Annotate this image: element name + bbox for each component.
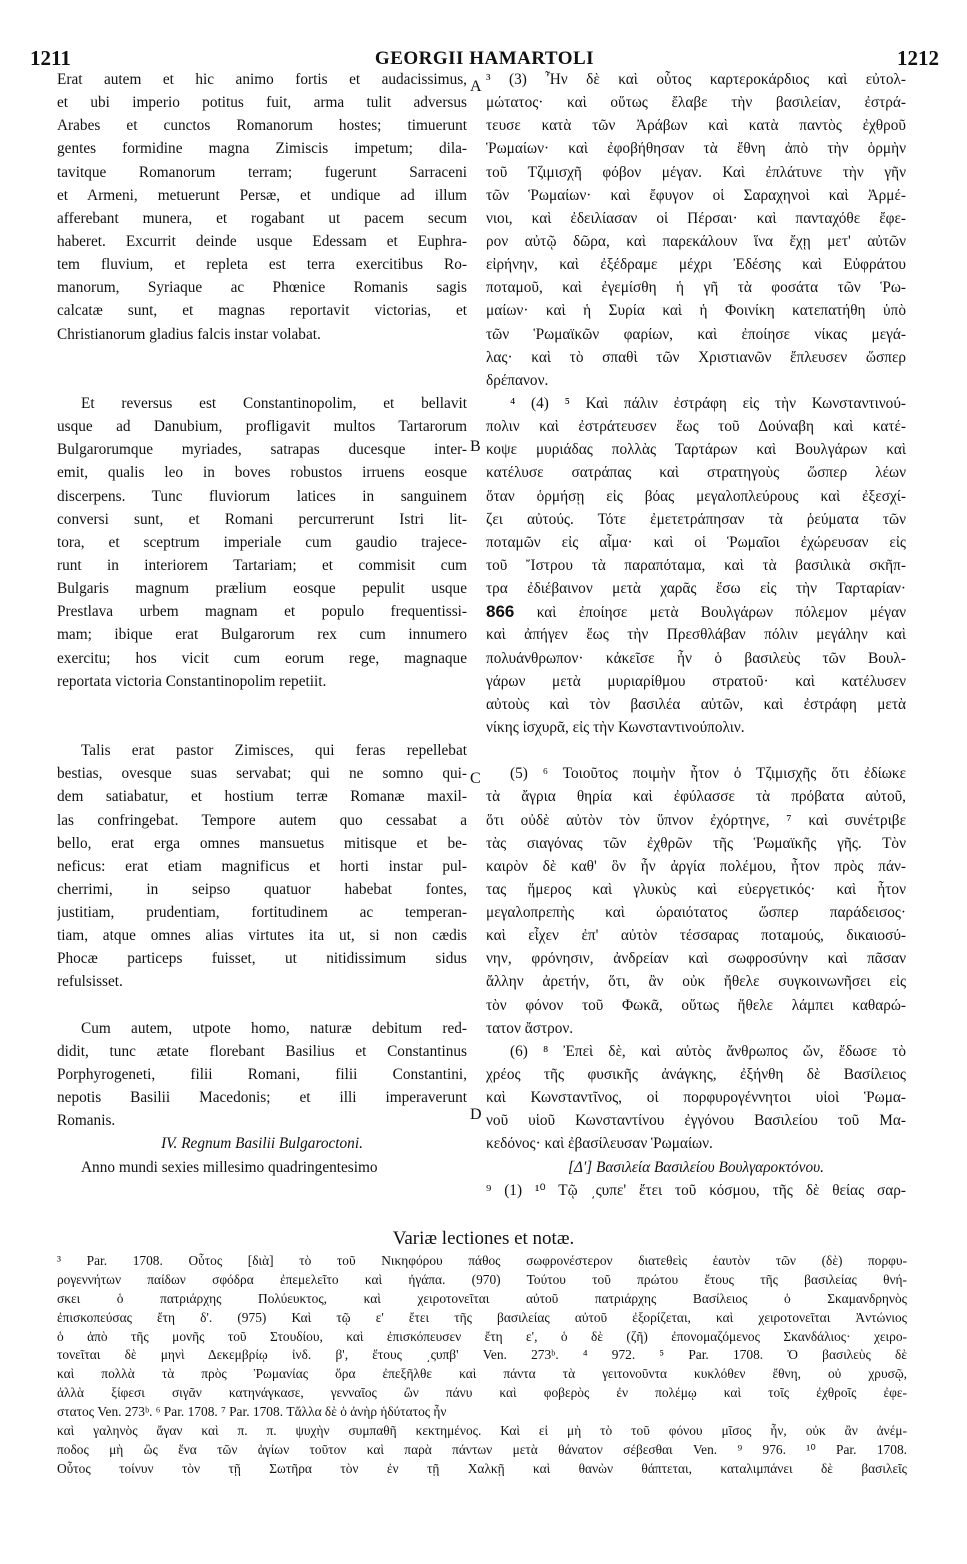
text-line: justitiam, prudentiam, fortitudinem ac temperan-	[57, 904, 467, 922]
text-line: τὸν φόνον τοῦ Φωκᾶ, οὕτως ἤθελε λάμπει καθαρώ-	[486, 996, 906, 1014]
text-line: ³ (3) Ἦν δὲ καὶ οὗτος καρτεροκάρδιος καὶ εὐτολ-	[486, 71, 906, 88]
text-line: et Armeni, metuerunt Persæ, et undique ad illum	[57, 186, 467, 204]
note-line: ἀλλὰ ξίφεσι σιγᾶν κατηνάγκασε, γενναῖος ὢν πάνυ καὶ φοβερὸς ἐν πολέμῳ καὶ τοῖς ἐχθροῖς ἐφε-	[57, 1385, 907, 1401]
greek-paragraph-4	[486, 1040, 906, 1156]
text-line: mam; ibique erat Bulgarorum rex cum innumero	[57, 626, 467, 644]
running-title: GEORGII HAMARTOLI	[374, 48, 595, 69]
text-line: νιοι, καὶ ἐδειλίασαν οἱ Πέρσαι· καὶ πανταχόθε ἔφε-	[486, 209, 906, 227]
text-line: χρέος τῆς φυσικῆς ἀνάγκης, ἐξήνθη δὲ Βασίλειος	[486, 1066, 906, 1084]
text-line: καὶ ἀπήγεν ἕως τὴν Πρεσθλάβαν πόλιν μεγάλην καὶ	[486, 626, 906, 644]
text-line: ὅταν ὁρμήσῃ εἰς βόας μεγαλοπλεύρους καὶ ἐξεσχί-	[486, 487, 906, 505]
text-line: ποταμῶν εἰς αἷμα· καὶ οἱ Ῥωμαῖοι ἐχώρευσαν εἰς	[486, 533, 906, 551]
margin-letter-a: A	[470, 78, 482, 95]
text-line: μεγαλοπρεπὴς καὶ ὡραιότατος ὥσπερ παράδεισος·	[486, 904, 906, 922]
text-line: τῶν Ῥωμαίων· καὶ ἔφυγον οἱ Σαραχηνοὶ καὶ Ἀρμέ-	[486, 186, 906, 204]
margin-letter-b: B	[470, 438, 481, 455]
text-line: (5) ⁶ Τοιοῦτος ποιμὴν ἦτον ὁ Τζιμισχῆς ὅτι ἐδίωκε	[510, 765, 906, 783]
text-line: πολυάνθρωπον· κἀκεῖσε ἦν ὁ βασιλεὺς τῶν Βουλ-	[486, 649, 906, 667]
text-line: τευσε κατὰ τῶν Ἀράβων καὶ κατὰ παντὸς ἐχθροῦ	[486, 117, 906, 135]
text-line: τοῦ Ἴστρου τὰ παραπόταμα, καὶ τὰ βασιλικὰ σκῆπ-	[486, 556, 906, 574]
text-line: ⁴ (4) ⁵ Καὶ πάλιν ἐστράφη εἰς τὴν Κωνσταντινού-	[510, 394, 906, 412]
text-line: (6) ⁸ Ἐπεὶ δὲ, καὶ αὐτὸς ἄνθρωπος ὤν, ἔδωσε τὸ	[510, 1042, 906, 1060]
note-line: καὶ γαληνὸς ἄγαν καὶ π. π. ψυχὴν συμπαθῆ κεκτημένος. Καὶ εἰ μὴ τὸ τοῦ φόνου μῖσος ἦν, οὐκ ἂν ἀνέμ-	[57, 1423, 907, 1439]
text-line: μώτατος· καὶ οὕτως ἔλαβε τὴν βασιλείαν, ἐστρά-	[486, 94, 906, 112]
text-line-with-marginal-number	[486, 600, 906, 623]
left-page-number: 1211	[30, 46, 71, 70]
text-line: κατέλυσε σατράπας καὶ στρατηγοὺς ὥσπερ λέων	[486, 464, 906, 482]
text-line: τας ἥμερος καὶ γλυκὺς καὶ εὐεργετικός· καὶ ἦτον	[486, 880, 906, 898]
text-line: Phocæ particeps fuisset, ut nitidissimum sidus	[57, 950, 467, 968]
text-line: refulsisset.	[57, 973, 123, 991]
text-line: tavitque Romanorum terram; fugerunt Sarraceni	[57, 163, 467, 181]
text-line: Ῥωμαίων· καὶ ἐφοβήθησαν τὰ ἔθνη ἀπὸ τὴν ὁρμὴν	[486, 140, 906, 158]
note-line: ρογεννήτων παίδων σφόδρα ἐπεμελεῖτο καὶ ἠγάπα. (970) Τούτου τοῦ πρώτου ἔτους τῆς βασιλείας θνή-	[57, 1271, 907, 1287]
text-line: gentes formidine magna Zimiscis impetum; dila-	[57, 140, 467, 158]
text-line: Et reversus est Constantinopolim, et bellavit	[81, 394, 467, 412]
text-line: tiam, atque omnes alias virtutes ita ut, si non cædis	[57, 927, 467, 945]
greek-paragraph-3	[486, 762, 906, 1040]
text-line: Prestlava urbem magnam et populo frequentissi-	[57, 603, 467, 621]
notes-block	[57, 1252, 907, 1479]
text-line: afferebant munera, et rogabant ut pacem secum	[57, 209, 467, 227]
text-line: dem satiabatur, et hostium terræ Romanæ maxil-	[57, 788, 467, 806]
right-page-number: 1212	[897, 46, 939, 70]
text-line: et ubi imperio potitus fuit, arma tulit adversus	[57, 94, 467, 112]
text-line: neficus: erat etiam magnificus et horti instar pul-	[57, 857, 467, 875]
text-line: ὅτι οὐδὲ αὐτὸν τὸν ὕπνον ἐχόρτηνε, ⁷ καὶ συνέτριβε	[486, 811, 906, 829]
text-line: las confringebat. Tempore autem quo cessabat a	[57, 811, 467, 829]
text-line: didit, tunc ætate florebant Basilius et Constantinus	[57, 1042, 467, 1060]
text-line: ⁹ (1) ¹⁰ Τῷ ͵ςυπε' ἔτει τοῦ κόσμου, τῆς δὲ θείας σαρ-	[486, 1181, 906, 1199]
latin-section-heading: IV. Regnum Basilii Bulgaroctoni.	[161, 1135, 363, 1153]
text-line: emit, qualis leo in boves robustos irruens eosque	[57, 464, 467, 482]
text-span: καὶ ἐποίησε μετὰ Βουλγάρων πόλεμον μέγαν	[536, 604, 906, 622]
text-line: γάρων μετὰ μυριαρίθμου στρατοῦ· καὶ κατέλυσεν	[486, 672, 906, 690]
note-line: ποδος μὴ ὢς ἕνα τῶν ἁγίων τοῦτον καὶ παρὰ πάντων μετὰ θάνατον σέβεσθαι Ven. ⁹ 976. ¹⁰ Par. 1708.	[57, 1441, 907, 1457]
text-line: conversi sunt, et Romani percurrerunt Istri lit-	[57, 510, 467, 528]
text-line: λας· καὶ τὸ σπαθὶ τῶν Χριστιανῶν ἔπλευσεν ὥσπερ	[486, 348, 906, 366]
text-line: usque ad Danubium, profligavit multos Tartarorum	[57, 418, 467, 436]
text-line: ἄλλην ἀρετήν, ὅτι, ἂν οὐκ ἤθελε συγκοινωνῆσει εἰς	[486, 973, 906, 991]
marginal-number: 866	[486, 602, 515, 622]
text-line: δρέπανον.	[486, 371, 549, 389]
text-line: ζει αὐτούς. Τότε ἐμετετράπησαν τὰ ῥεύματα τῶν	[486, 510, 906, 528]
text-line: discerpens. Tunc fluviorum latices in sanguinem	[57, 487, 467, 505]
note-line: ὁ ἀπὸ τῆς μονῆς τοῦ Στουδίου, καὶ ἐπισκόπευσεν ἔτη ε', ὁ δὲ (ζῆ) ἐπονομαζόμενος Σκανδάλιος· χειρο-	[57, 1328, 907, 1344]
text-line: Romanis.	[57, 1112, 116, 1130]
margin-letter-d: D	[470, 1106, 482, 1123]
text-line: Christianorum gladius falcis instar volabat.	[57, 325, 321, 343]
latin-column	[57, 68, 467, 1179]
text-line: Porphyrogeneti, filii Romani, filii Constantini,	[57, 1066, 467, 1084]
text-line: τὰ ἄγρια θηρία καὶ ἐφύλασσε τὰ πρόβατα αὐτοῦ,	[486, 788, 906, 806]
text-line: πολιν καὶ ἐστράτευσεν ἕως τοῦ Δούναβη καὶ κατέ-	[486, 418, 906, 436]
greek-paragraph-1	[486, 68, 906, 392]
note-line: τονεῖται δὲ μηνὶ Δεκεμβρίῳ ἰνδ. β', ἔτους ͵ςυπβ' Ven. 273ᵇ. ⁴ 972. ⁵ Par. 1708. Ὁ βασιλεὺς δὲ	[57, 1347, 907, 1363]
text-line: τοῦ Τζιμισχῆ φόβον μέγαν. Καὶ ἐπλάτυνε τὴν γῆν	[486, 163, 906, 181]
text-line: τὰς σιαγόνας τῶν ἐχθρῶν τῆς Ῥωμαϊκῆς γῆς. Τὸν	[486, 834, 906, 852]
text-line: νην, φρόνησιν, ἀνδρείαν καὶ σωφροσύνην καὶ πᾶσαν	[486, 950, 906, 968]
note-line: καὶ πολλὰ τὰ πρὸς Ῥωμανίας ὅρα ἐπεξῆλθε καὶ πάντα τὰ γειτονοῦντα κυκλόθεν ἔθνη, οὐ χρυσῷ,	[57, 1366, 907, 1382]
latin-paragraph-3	[57, 739, 467, 994]
text-line: Arabes et cunctos Romanorum hostes; timuerunt	[57, 117, 467, 135]
text-line: Anno mundi sexies millesimo quadringentesimo	[81, 1158, 378, 1176]
text-line: καιρὸν δὲ καθ' ὃν ἦν ἀργία πολέμου, ἦτον πρὸς πάν-	[486, 857, 906, 875]
text-line: Cum autem, utpote homo, naturæ debitum red-	[81, 1019, 467, 1037]
text-line: νοῦ υἱοῦ Κωνσταντίνου ἐγγόνου Βασιλείου τοῦ Μα-	[486, 1112, 906, 1130]
text-line: bello, erat erga omnes mansuetus mitisque et be-	[57, 834, 467, 852]
text-line: αὐτοὺς καὶ τὸν βασιλέα αὐτῶν, καὶ ἐστράφη μετὰ	[486, 695, 906, 713]
text-line: τῶν Ῥωμαϊκῶν φαρίων, καὶ ἐποίησε νίκας μεγά-	[486, 325, 906, 343]
text-line: εἰρήνην, καὶ ἐξέδραμε μέχρι Ἐδέσης καὶ Εὐφράτου	[486, 256, 906, 274]
text-line: νίκης ἰσχυρᾶ, εἰς τὴν Κωνσταντινούπολιν.	[486, 718, 745, 736]
text-line: bestias, ovesque suas servabat; qui ne somno qui-	[57, 765, 467, 783]
text-line: ρον αὐτῷ δῶρα, καὶ παρεκάλουν ἵνα ἔχῃ μετ' αὐτῶν	[486, 232, 906, 250]
text-line: runt in interiorem Tartariam; et commisit cum	[57, 556, 467, 574]
text-line: Bulgarorumque myriades, satrapas ducesque inter-	[57, 441, 467, 459]
text-line: manorum, Syriaque ac Phœnice Romanis sagis	[57, 279, 467, 297]
note-line: Οὗτος τοίνυν τὸν τῇ Σωτῆρα τὸν ἐν τῇ Χαλκῇ καὶ θανὼν θάπτεται, καταλιμπάνει δὲ βασιλεῖς	[57, 1460, 907, 1476]
text-line: τατον ἄστρον.	[486, 1019, 574, 1037]
text-line: nepotis Basilii Macedonis; et illi imperaverunt	[57, 1089, 467, 1107]
latin-paragraph-1	[57, 68, 467, 346]
text-line: Erat autem et hic animo fortis et audacissimus,	[57, 71, 467, 88]
margin-letter-c: C	[470, 770, 481, 787]
text-line: κοψε μυριάδας πολλὰς Ταρτάρων καὶ Βουλγάρων καὶ	[486, 441, 906, 459]
greek-section-heading: [Δ'] Βασιλεία Βασιλείου Βουλγαροκτόνου.	[568, 1158, 824, 1176]
text-line: cherrimi, in seipso quatuor habebat fontes,	[57, 880, 467, 898]
text-line: καὶ εἶχεν ἐπ' αὐτὸν τέσσαρας ποταμούς, δικαιοσύ-	[486, 927, 906, 945]
note-line: σκει ὁ πατριάρχης Πολύευκτος, καὶ χειροτονεῖται αὐτοῦ πατριάρχης Βασίλειος ὁ Σκαμανδρηνὸς	[57, 1290, 907, 1306]
greek-paragraph-2	[486, 392, 906, 739]
text-line: calcatæ sunt, et magnas reportavit victorias, et	[57, 302, 467, 320]
text-line: tora, et sceptrum imperiale cum gaudio trajece-	[57, 533, 467, 551]
text-line: μαίων· καὶ ἡ Συρία καὶ ἡ Φοινίκη κατεπατήθη ὑπὸ	[486, 302, 906, 320]
text-line: καὶ Κωνσταντῖνος, οἱ πορφυρογέννητοι υἱοὶ Ῥωμα-	[486, 1089, 906, 1107]
note-line: ἐπισκοπεύσας ἔτη δ'. (975) Καὶ τῷ ε' ἔτει τῆς βασιλείας αὐτοῦ ἐξορίζεται, καὶ χειροτονεῖται Ἀντώνιος	[57, 1309, 907, 1325]
text-line: Talis erat pastor Zimisces, qui feras repellebat	[81, 742, 467, 760]
latin-paragraph-4	[57, 1017, 467, 1133]
notes-title: Variæ lectiones et notæ.	[392, 1228, 575, 1249]
text-line: τρα ἐδιέβαινον μετὰ χαρᾶς ἔσω εἰς τὴν Ταρταρίαν·	[486, 580, 906, 598]
note-line: ³ Par. 1708. Οὗτος [διὰ] τὸ τοῦ Νικηφόρου πάθος σωφρονέστερον διατεθεὶς ἑαυτὸν τῶν (δὲ) πορφυ-	[57, 1253, 907, 1268]
text-line: κεδόνος· καὶ ἐβασίλευσαν Ῥωμαίων.	[486, 1135, 713, 1153]
latin-paragraph-2	[57, 392, 467, 693]
text-line: exercitu; hos vicit cum eorum rege, magnaque	[57, 649, 467, 667]
text-line: ποταμοῦ, καὶ ἐγεμίσθη ἡ γῆ τὰ φοσάτα τῶν Ῥω-	[486, 279, 906, 297]
text-line: tem fluvium, et repleta est terra exercitibus Ro-	[57, 256, 467, 274]
note-line: στατος Ven. 273ᵇ. ⁶ Par. 1708. ⁷ Par. 1708. Τἄλλα δὲ ὁ ἀνὴρ ἡδύτατος ἦν	[57, 1404, 447, 1420]
text-line: haberet. Excurrit deinde usque Edessam et Euphra-	[57, 232, 467, 250]
greek-column	[486, 68, 906, 1202]
text-line: Bulgaris magnum prælium eosque pepulit usque	[57, 580, 467, 598]
text-line: reportata victoria Constantinopolim repetiit.	[57, 672, 327, 690]
